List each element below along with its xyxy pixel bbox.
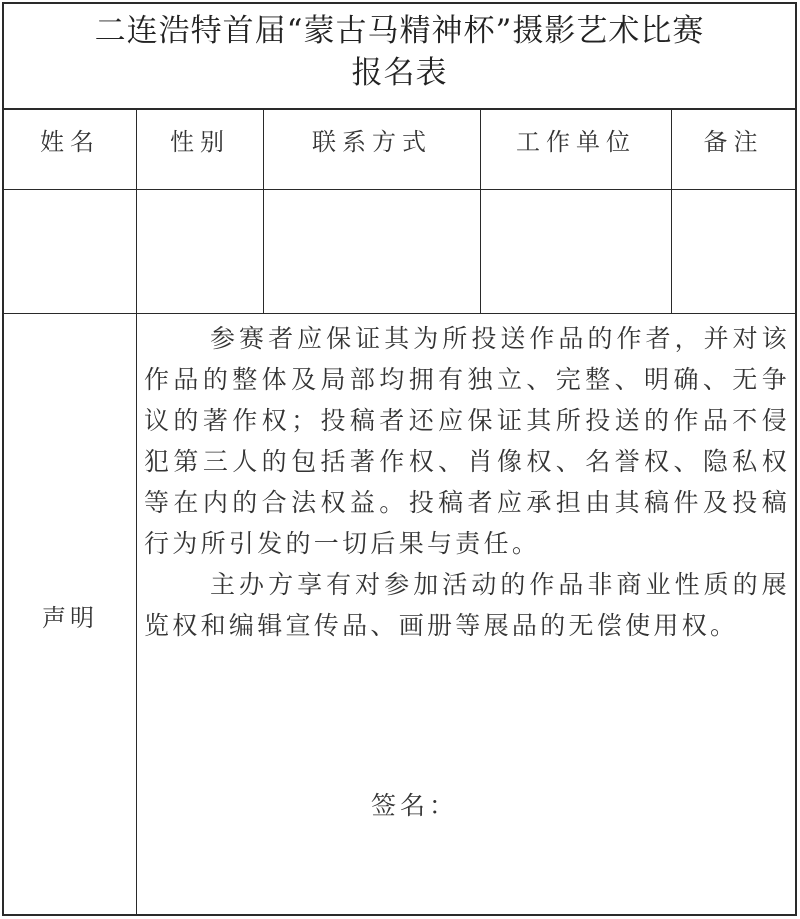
registration-form xyxy=(2,2,797,916)
header-workplace: 工作单位 xyxy=(481,110,671,190)
signature-field[interactable]: 签名： xyxy=(371,791,459,820)
form-title-line1: 二连浩特首届“蒙古马精神杯”摄影艺术比赛 xyxy=(94,13,705,49)
column-divider xyxy=(480,110,481,314)
declaration-text xyxy=(144,318,790,646)
column-divider xyxy=(671,110,672,314)
header-name: 姓名 xyxy=(4,110,136,190)
gender-field[interactable] xyxy=(137,190,263,314)
workplace-field[interactable] xyxy=(481,190,671,314)
name-field[interactable] xyxy=(4,190,136,314)
column-divider xyxy=(136,110,137,916)
header-contact: 联系方式 xyxy=(264,110,480,190)
header-gender: 性别 xyxy=(137,110,263,190)
column-divider xyxy=(263,110,264,314)
header-remarks: 备注 xyxy=(672,110,795,190)
contact-field[interactable] xyxy=(264,190,480,314)
form-title-line2: 报名表 xyxy=(351,55,448,91)
declaration-paragraph-1: 参赛者应保证其为所投送作品的作者，并对该作品的整体及局部均拥有独立、完整、明确、无争议的著作权；投稿者还应保证其所投送的作品不侵犯第三人的包括著作权、肖像权、名誉权、隐私权等在内的合法权益。投稿者应承担由其稿件及投稿行为所引发的一切后果与责任。 xyxy=(144,324,790,558)
declaration-label: 声明 xyxy=(42,603,98,632)
declaration-paragraph-2: 主办方享有对参加活动的作品非商业性质的展览权和编辑宣传品、画册等展品的无偿使用权。 xyxy=(144,570,790,640)
remarks-field[interactable] xyxy=(672,190,795,314)
form-title xyxy=(4,4,795,110)
